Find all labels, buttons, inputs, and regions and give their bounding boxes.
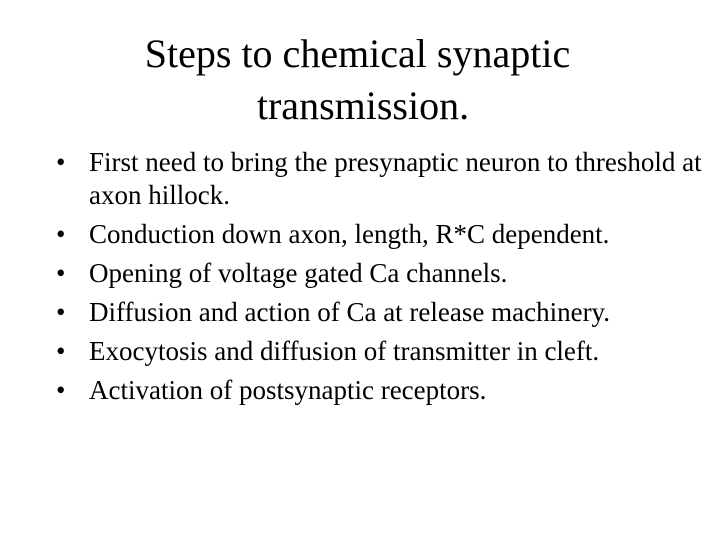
bullet-item-conduction <box>56 218 720 251</box>
bullet-item-bring-to-threshold <box>56 146 720 212</box>
bullet-text: Activation of postsynaptic receptors. <box>89 375 487 405</box>
bullet-point-icon: • <box>56 297 66 327</box>
bullet-point-icon: • <box>56 258 66 288</box>
bullet-item-ca-diffusion <box>56 296 720 329</box>
bullet-text: Diffusion and action of Ca at release machinery. <box>89 297 611 327</box>
bullet-text: Opening of voltage gated Ca channels. <box>89 258 508 288</box>
bullet-point-icon: • <box>56 219 66 249</box>
bullet-text: First need to bring the presynaptic neuron to threshold at axon hillock. <box>89 147 702 210</box>
slide-title-line-2: transmission. <box>256 83 470 128</box>
slide-title-line-1: Steps to chemical synaptic <box>144 31 571 76</box>
bullet-list <box>56 146 720 413</box>
bullet-item-ca-channels <box>56 257 720 290</box>
bullet-point-icon: • <box>56 147 66 177</box>
bullet-item-exocytosis <box>56 335 720 368</box>
bullet-point-icon: • <box>56 375 66 405</box>
bullet-item-postsynaptic-receptors <box>56 374 720 407</box>
slide-title <box>0 28 720 132</box>
bullet-text: Exocytosis and diffusion of transmitter in cleft. <box>89 336 600 366</box>
bullet-text: Conduction down axon, length, R*C dependent. <box>89 219 610 249</box>
bullet-point-icon: • <box>56 336 66 366</box>
